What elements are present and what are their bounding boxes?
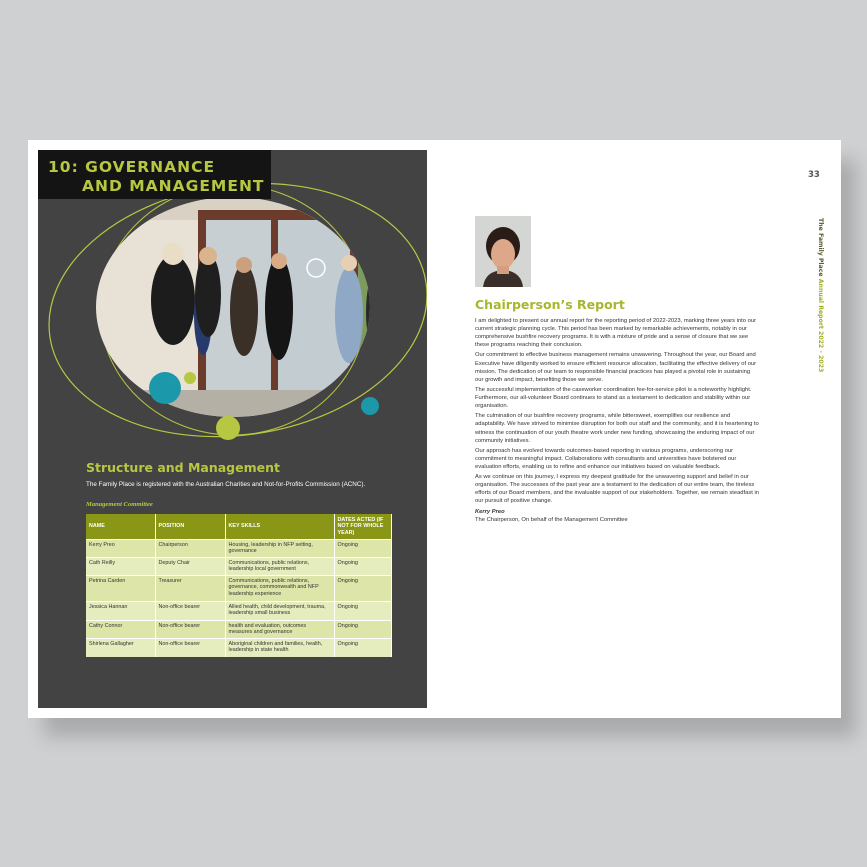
left-page <box>38 150 427 708</box>
member-dates: Ongoing <box>334 601 391 620</box>
member-name: Jessica Hannan <box>86 601 155 620</box>
chair-report-paragraph: The culmination of our bushfire recovery programs, while bittersweet, exemplifies our resilience and adaptability. We have strived to minimise disruption for both our staff and the community, and it is heartening to witness the continuation of our youth theatre work under new funding, showcasing the enduring impact of our community initiatives. <box>475 413 759 444</box>
member-name: Petrina Carden <box>86 575 155 601</box>
member-name: Cathy Connor <box>86 620 155 638</box>
running-header-report: Annual Report 2022 - 2023 <box>817 278 824 373</box>
chair-report-body <box>475 317 760 524</box>
member-position: Deputy Chair <box>155 557 225 575</box>
column-header: POSITION <box>155 514 225 540</box>
table-row <box>86 557 391 575</box>
table-header-row <box>86 514 391 540</box>
member-skills: Communications, public relations, leadership local government <box>225 557 334 575</box>
chair-report-paragraph: As we continue on this journey, I express my deepest gratitude for the unwavering support and belief in our organisation. The successes of the past year are a testament to the dedication of our entire team, the tireless efforts of our Board members, and the invaluable support of our stakeholders. Together, we remain steadfast in our pursuit of positive change. <box>475 474 759 505</box>
structure-heading: Structure and Management <box>86 460 280 475</box>
member-position: Chairperson <box>155 540 225 558</box>
member-dates: Ongoing <box>334 575 391 601</box>
committee-label: Management Committee <box>86 501 153 508</box>
member-name: Kerry Preo <box>86 540 155 558</box>
member-skills: health and evaluation, outcomes measures and governance <box>225 620 334 638</box>
member-name: Cath Reilly <box>86 557 155 575</box>
column-header: NAME <box>86 514 155 540</box>
running-header-org: The Family Place <box>817 218 824 277</box>
structure-intro: The Family Place is registered with the Australian Charities and Not-for-Profits Commission (ACNC). <box>86 481 366 488</box>
member-name: Shirlena Gallagher <box>86 638 155 657</box>
table-row <box>86 575 391 601</box>
member-dates: Ongoing <box>334 638 391 657</box>
chair-report-paragraph: I am delighted to present our annual report for the reporting period of 2022-2023, marking three years into our current strategic planning cycle. This period has been marked by remarkable achievements, notably in our comprehensive bushfire recovery programs. It is with a mixture of pride and a sense of closure that we see these programs reaching their conclusion. <box>475 318 756 349</box>
chair-report-paragraph: Our commitment to effective business management remains unwavering. Throughout the year, our Board and Executive have diligently worked to ensure efficient resource allocation, facilitating the effective delivery of our mission. The dedication of our team to responsible financial practices has played a pivotal role in sustaining our growth and impact, benefiting those we serve. <box>475 352 757 383</box>
member-dates: Ongoing <box>334 540 391 558</box>
section-title-line1: 10: GOVERNANCE <box>48 158 216 176</box>
member-position: Non-office bearer <box>155 638 225 657</box>
member-position: Treasurer <box>155 575 225 601</box>
column-header: DATES ACTED (IF NOT FOR WHOLE YEAR) <box>334 514 391 540</box>
table-row <box>86 638 391 657</box>
member-skills: Housing, leadership in NFP setting, governance <box>225 540 334 558</box>
member-skills: Communications, public relations, governance, commonwealth and NFP leadership experience <box>225 575 334 601</box>
running-header <box>817 218 824 372</box>
member-dates: Ongoing <box>334 620 391 638</box>
chair-report-heading: Chairperson’s Report <box>475 297 625 312</box>
member-skills: Aboriginal children and families, health, leadership in state health <box>225 638 334 657</box>
section-title-line2: AND MANAGEMENT <box>82 177 265 195</box>
management-committee-table <box>86 514 392 657</box>
column-header: KEY SKILLS <box>225 514 334 540</box>
chair-report-paragraph: The successful implementation of the caseworker coordination fee-for-service pilot is a noteworthy highlight. Furthermore, our all-volunteer Board continues to stand as a testament to dedication and stability within our organisation. <box>475 386 752 410</box>
table-row <box>86 540 391 558</box>
chairperson-portrait <box>475 216 531 287</box>
page-number: 33 <box>808 170 820 180</box>
signature-name: Kerry Preo <box>475 508 505 515</box>
member-position: Non-office bearer <box>155 620 225 638</box>
section-title <box>38 150 271 199</box>
table-row <box>86 601 391 620</box>
member-dates: Ongoing <box>334 557 391 575</box>
table-row <box>86 620 391 638</box>
chair-report-paragraph: Our approach has evolved towards outcomes-based reporting in various programs, underscoring our commitment to meaningful impact. Collaborations with consultants and universities have bolstered our evaluation efforts, enabling us to refine and enhance our initiatives based on valuable feedback. <box>475 447 737 470</box>
signature-role: The Chairperson, On behalf of the Management Committee <box>475 516 628 523</box>
member-position: Non-office bearer <box>155 601 225 620</box>
member-skills: Allied health, child development, trauma, leadership small business <box>225 601 334 620</box>
